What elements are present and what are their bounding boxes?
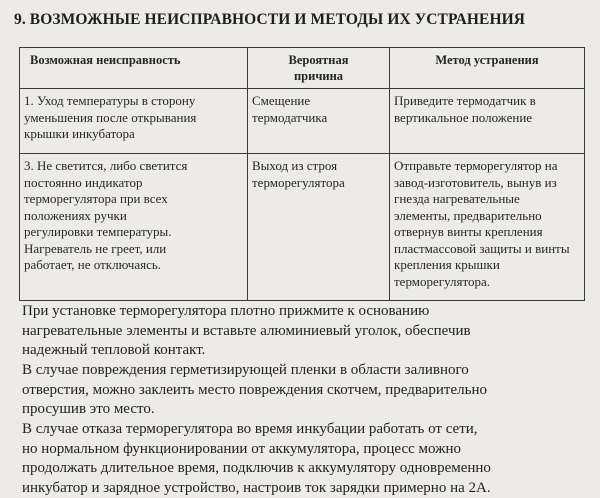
paragraph-battery-operation: В случае отказа терморегулятора во время инкубации работать от сети, но нормальном функционировании от аккумулятора, процесс можно продолжать длительное время, подключив к аккумулятору одновременно инкубатор и зарядное устройство, настроив ток зарядки примерно на 2А. bbox=[22, 421, 491, 496]
cell-remedy: Отправьте терморегулятор на завод-изготовитель, вынув из гнезда нагревательные элементы, предварительно отвернув винты крепления пластмассовой защиты и винты крепления крышки терморегулятора. bbox=[390, 154, 585, 301]
table-header-row bbox=[20, 48, 585, 89]
cell-fault: 1. Уход температуры в сторону уменьшения после открывания крышки инкубатора bbox=[20, 89, 248, 154]
cell-remedy: Приведите термодатчик в вертикальное положение bbox=[390, 89, 585, 154]
paragraph-film-damage: В случае повреждения герметизирующей пленки в области заливного отверстия, можно заклеить место повреждения скотчем, предварительно просушив это место. bbox=[22, 362, 487, 417]
table-row bbox=[20, 89, 585, 154]
header-remedy: Метод устранения bbox=[390, 48, 585, 89]
table-row bbox=[20, 154, 585, 301]
header-fault: Возможная неисправность bbox=[20, 48, 248, 89]
cell-cause: Выход из строя терморегулятора bbox=[248, 154, 390, 301]
section-heading: 9. ВОЗМОЖНЫЕ НЕИСПРАВНОСТИ И МЕТОДЫ ИХ УСТРАНЕНИЯ bbox=[14, 11, 526, 28]
cell-cause: Смещение термодатчика bbox=[248, 89, 390, 154]
header-cause: Вероятная причина bbox=[248, 48, 390, 89]
cell-fault: 3. Не светится, либо светится постоянно индикатор терморегулятора при всех положениях ручки регулировки температуры. Нагреватель не греет, или работает, не отключаясь. bbox=[20, 154, 248, 301]
troubleshooting-table bbox=[19, 47, 585, 301]
paragraph-installation: При установке терморегулятора плотно прижмите к основанию нагревательные элементы и вставьте алюминиевый уголок, обеспечив надежный тепловой контакт. bbox=[22, 303, 471, 358]
